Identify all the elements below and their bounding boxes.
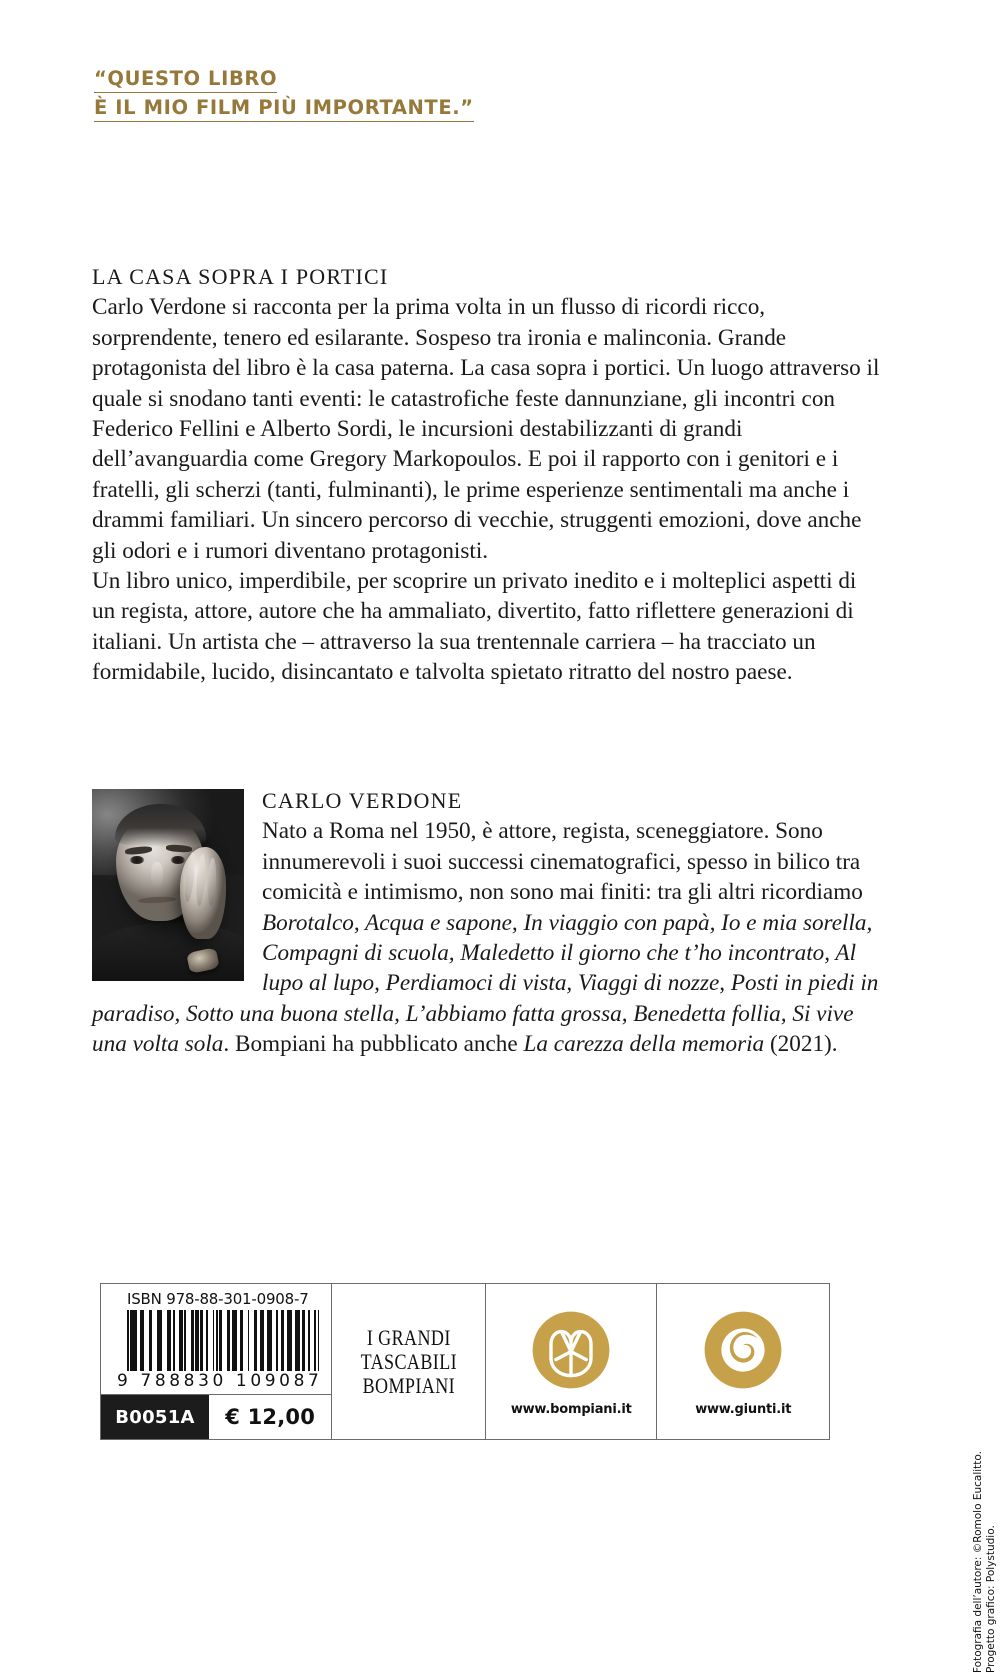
bio-film-titles: Borotalco, Acqua e sapone, In viaggio con papà, Io e mia sorella, Compagni di scuola, Maledetto il giorno che t’ho incontrato, Al lupo al lupo, Perdiamoci di vista, Viaggi di nozze, Posti in piedi in paradiso, Sotto una buona stella, L’abbiamo fatta grossa, Benedetta follia, Si vive una volta sola	[92, 909, 879, 1058]
photo-shoulder	[92, 923, 244, 981]
bio-last-book-title: La carezza della memoria	[523, 1031, 765, 1058]
author-photo	[92, 789, 244, 981]
product-code: B0051A	[101, 1395, 209, 1439]
blurb-paragraph-1: Carlo Verdone si racconta per la prima volta in un flusso di ricordi ricco, sorprendente, tenero ed esilarante. Sospeso tra ironia e malinconia. Grande protagonista del libro è la casa paterna. La casa sopra i portici. Un luogo attraverso il quale si snodano tanti eventi: le catastrofiche feste dannunziane, gli incontri con Federico Fellini e Alberto Sordi, le incursioni destabilizzanti di grandi dell’avanguardia come Gregory Markopoulos. E poi il rapporto con i genitori e i fratelli, gli scherzi (tanti, fulminanti), le prime esperienze sentimentali ma anche i drammi familiari. Un sincero percorso di vecchie, struggenti emozioni, dove anche gli odori e i rumori diventano protagonisti.	[92, 294, 880, 564]
credit-line-1: Fotografia dell’autore: ©Romolo Eucalitto.	[972, 1451, 984, 1673]
headline-line-2: È IL MIO FILM PIÙ IMPORTANTE.”	[94, 95, 474, 122]
bompiani-logo	[531, 1310, 611, 1390]
bompiani-logo-cell[interactable]	[486, 1284, 658, 1439]
photo-design-credit	[972, 1451, 998, 1673]
bompiani-url[interactable]: www.bompiani.it	[510, 1402, 632, 1417]
author-name: CARLO VERDONE	[262, 788, 463, 813]
bio-text-intro: Nato a Roma nel 1950, è attore, regista, sceneggiatore. Sono innumerevoli i suoi successi cinematografici, spesso in bilico tra comicità e intimismo, non sono mai finiti: tra gli altri ricordiamo	[262, 818, 863, 906]
giunti-logo-cell[interactable]	[657, 1284, 829, 1439]
barcode-digits: 9 788830 109087	[117, 1371, 323, 1391]
imprint-line-3: BOMPIANI	[362, 1372, 455, 1398]
barcode-cell	[101, 1284, 332, 1439]
blurb-paragraph-2: Un libro unico, imperdibile, per scoprire un privato inedito e i molteplici aspetti di un regista, attore, autore che ha ammaliato, divertito, fatto riflettere generazioni di italiani. Un artista che – attraverso la sua trentennale carriera – ha tracciato un formidabile, lucido, disincantato e talvolta spietato ritratto del nostro paese.	[92, 568, 857, 686]
giunti-logo	[703, 1310, 783, 1390]
bio-text-middle: . Bompiani ha pubblicato anche	[223, 1031, 524, 1058]
bottom-info-strip	[100, 1283, 830, 1440]
book-blurb	[92, 262, 882, 688]
author-bio	[92, 786, 882, 1060]
cover-headline-quote	[94, 66, 794, 124]
isbn-text: ISBN 978-88-301-0908-7	[127, 1290, 309, 1308]
book-title: LA CASA SOPRA I PORTICI	[92, 264, 389, 289]
imprint-cell	[332, 1284, 486, 1439]
giunti-url[interactable]: www.giunti.it	[695, 1402, 792, 1417]
photo-eye-left	[130, 856, 144, 864]
imprint-line-2: TASCABILI	[360, 1348, 457, 1374]
price-value: € 12,00	[225, 1405, 316, 1429]
headline-line-1: “QUESTO LIBRO	[94, 66, 277, 93]
ean13-barcode	[127, 1310, 319, 1371]
photo-eye-right	[171, 856, 185, 864]
code-price-bar	[101, 1394, 331, 1439]
bio-text-end: (2021).	[764, 1031, 838, 1058]
imprint-line-1: I GRANDI	[366, 1324, 451, 1350]
credit-line-2: Progetto grafico: Polystudio.	[985, 1525, 997, 1673]
